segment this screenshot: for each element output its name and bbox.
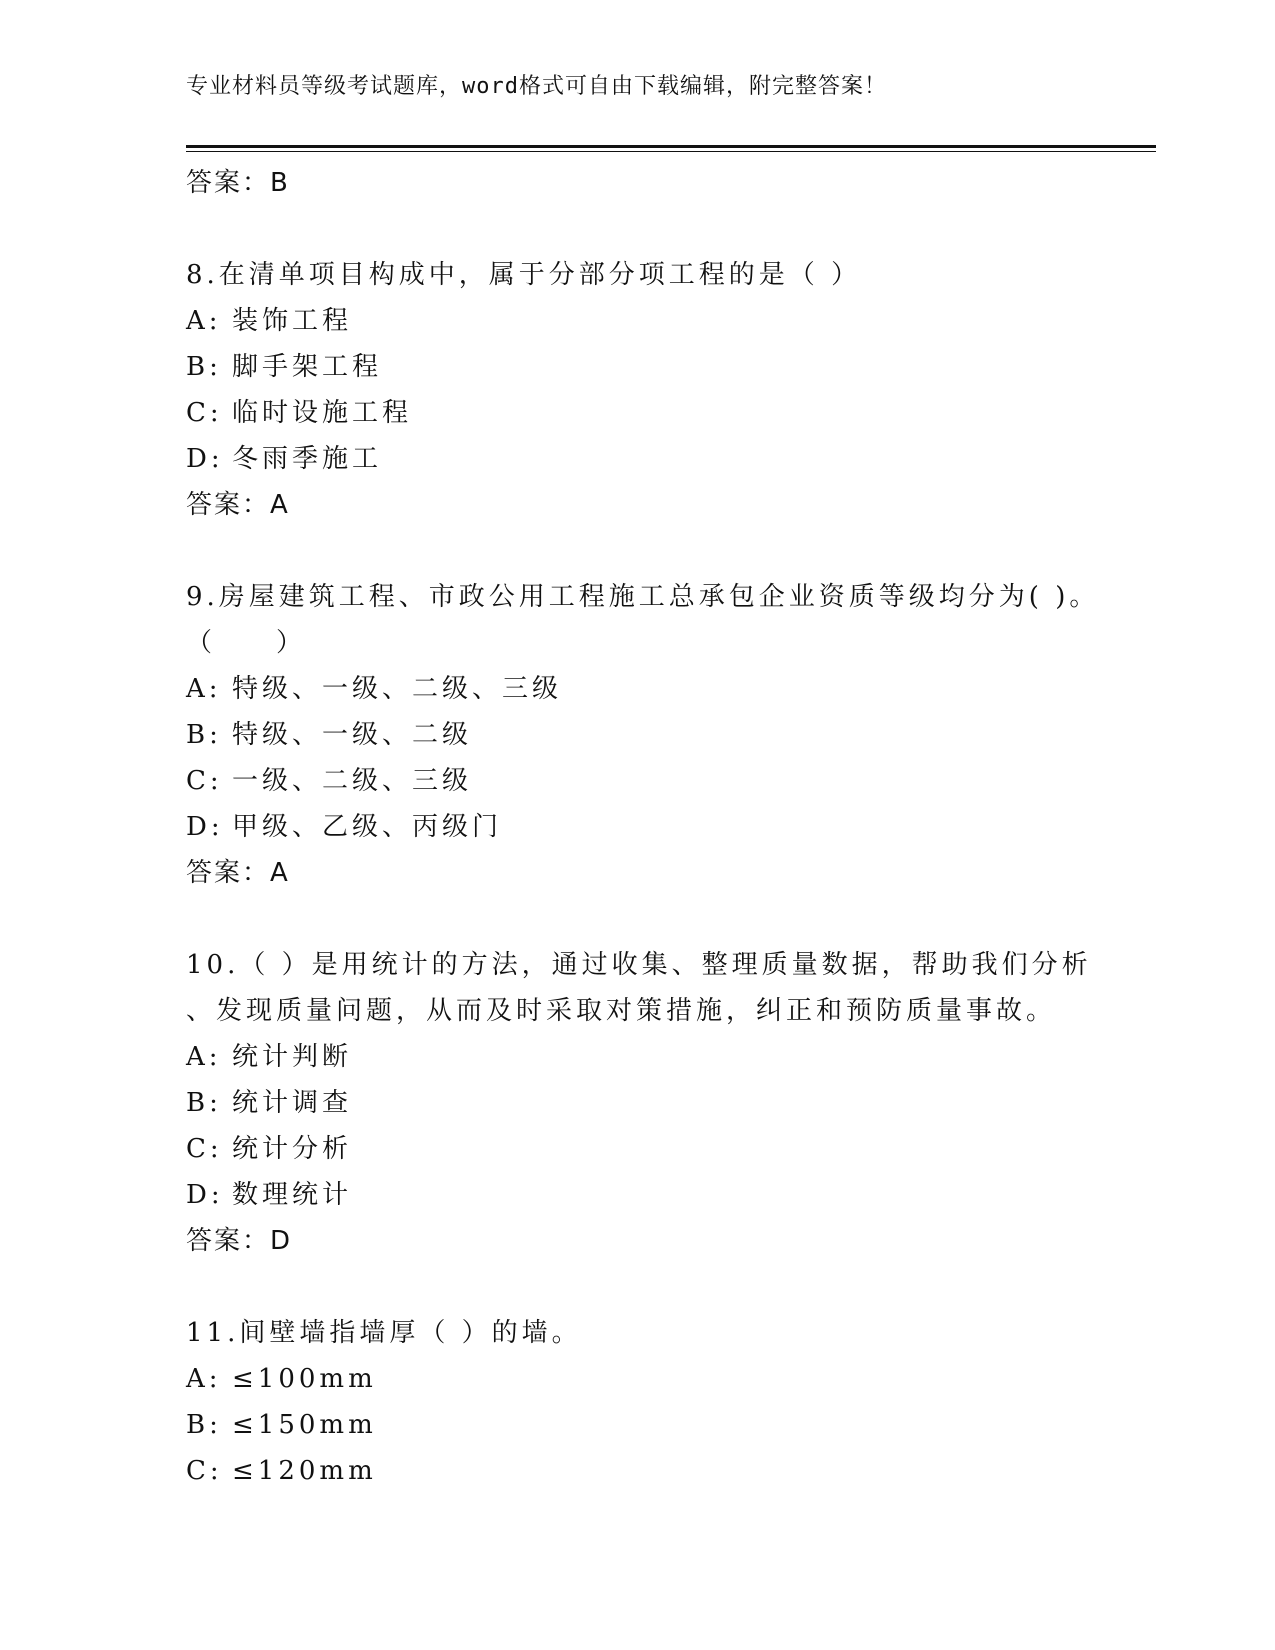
option-text: 统计调查 [232,1088,353,1118]
option-a [186,666,1146,712]
option-key: D: [186,812,224,842]
question-stem-continued: （ ） [186,628,307,658]
option-b [186,344,1146,390]
option-c [186,1126,1146,1172]
option-key: B: [186,352,222,382]
option-c [186,1448,1146,1494]
option-text: ≤120mm [232,1456,377,1486]
question-block [186,1310,1146,1494]
spacer [186,528,1146,574]
answer-line: 答案：A [186,858,290,888]
option-c [186,758,1146,804]
spacer [186,206,1146,252]
question-block [186,574,1146,896]
option-d [186,804,1146,850]
option-a [186,298,1146,344]
option-key: A: [186,674,222,704]
option-key: D: [186,1180,224,1210]
option-key: B: [186,1410,222,1440]
header-rule-thick [186,145,1156,148]
option-c [186,390,1146,436]
answer-line: 答案：B [186,168,290,198]
option-key: D: [186,444,224,474]
option-text: 装饰工程 [232,306,353,336]
question-block [186,942,1146,1264]
option-text: 冬雨季施工 [232,444,383,474]
answer-line: 答案：D [186,1226,293,1256]
question-stem: 11.间壁墙指墙厚（ ）的墙。 [186,1318,582,1348]
option-key: A: [186,306,222,336]
question-stem: 10.（ ）是用统计的方法，通过收集、整理质量数据，帮助我们分析 [186,950,1092,980]
option-key: C: [186,1134,223,1164]
answer-line: 答案：A [186,490,290,520]
option-text: 临时设施工程 [232,398,413,428]
option-d [186,436,1146,482]
option-key: C: [186,398,223,428]
option-text: ≤100mm [232,1364,377,1394]
question-stem-continued: 、发现质量问题，从而及时采取对策措施，纠正和预防质量事故。 [186,996,1057,1026]
option-a [186,1034,1146,1080]
option-text: ≤150mm [232,1410,377,1440]
option-text: 甲级、乙级、丙级门 [232,812,503,842]
option-key: A: [186,1364,222,1394]
question-stem: 9.房屋建筑工程、市政公用工程施工总承包企业资质等级均分为( )。 [186,582,1100,612]
option-key: C: [186,1456,223,1486]
spacer [186,1264,1146,1310]
option-text: 特级、一级、二级 [232,720,473,750]
question-stem: 8.在清单项目构成中，属于分部分项工程的是（ ） [186,260,862,290]
option-text: 统计判断 [232,1042,353,1072]
spacer [186,896,1146,942]
option-text: 脚手架工程 [232,352,383,382]
option-b [186,1402,1146,1448]
option-text: 一级、二级、三级 [232,766,473,796]
option-d [186,1172,1146,1218]
header-rule-thin [186,151,1156,152]
option-key: C: [186,766,223,796]
question-block [186,252,1146,528]
option-key: B: [186,720,222,750]
option-b [186,712,1146,758]
question-list [186,160,1146,1494]
option-key: B: [186,1088,222,1118]
option-text: 特级、一级、二级、三级 [232,674,563,704]
option-text: 统计分析 [232,1134,353,1164]
option-key: A: [186,1042,222,1072]
option-text: 数理统计 [232,1180,353,1210]
option-b [186,1080,1146,1126]
page-header-text: 专业材料员等级考试题库，word格式可自由下载编辑，附完整答案！ [186,74,887,99]
option-a [186,1356,1146,1402]
